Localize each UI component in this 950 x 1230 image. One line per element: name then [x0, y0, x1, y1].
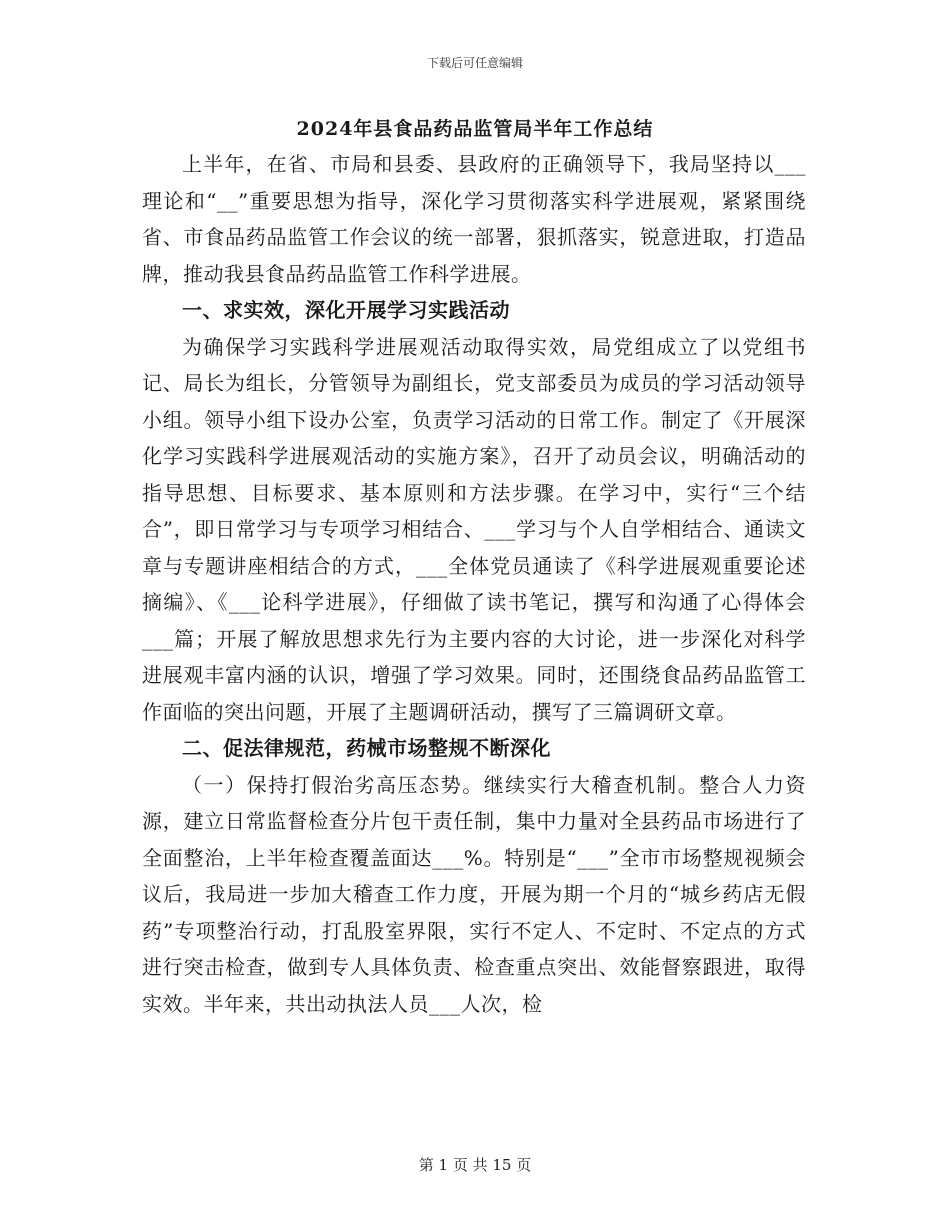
header-note: 下载后可任意编辑	[426, 56, 523, 70]
section-1-heading: 一、求实效，深化开展学习实践活动	[182, 298, 510, 322]
page-number: 第 1 页 共 15 页	[418, 1156, 532, 1174]
document-title: 2024年县食品药品监管局半年工作总结	[296, 118, 654, 140]
section-2-heading: 二、促法律规范，药械市场整规不断深化	[182, 736, 551, 760]
section-2-paragraph: （一）保持打假治劣高压态势。继续实行大稽查机制。整合人力资源，建立日常监督检查分片包干责任制，集中力量对全县药品市场进行了全面整治，上半年检查覆盖面达___%。特别是“___”全市市场整规视频会议后，我局进一步加大稽查工作力度，开展为期一个月的“城乡药店无假药”专项整治行动，打乱股室界限，实行不定人、不定时、不定点的方式进行突击检查，做到专人具体负责、检查重点突出、效能督察跟进，取得实效。半年来，共出动执法人员___人次，检	[142, 772, 806, 1016]
intro-paragraph: 上半年，在省、市局和县委、县政府的正确领导下，我局坚持以___理论和“__”重要思想为指导，深化学习贯彻落实科学进展观，紧紧围绕省、市食品药品监管工作会议的统一部署，狠抓落实，锐意进取，打造品牌，推动我县食品药品监管工作科学进展。	[142, 152, 806, 286]
section-1-paragraph: 为确保学习实践科学进展观活动取得实效，局党组成立了以党组书记、局长为组长，分管领导为副组长，党支部委员为成员的学习活动领导小组。领导小组下设办公室，负责学习活动的日常工作。制定了《开展深化学习实践科学进展观活动的实施方案》，召开了动员会议，明确活动的指导思想、目标要求、基本原则和方法步骤。在学习中，实行“三个结合”，即日常学习与专项学习相结合、___学习与个人自学相结合、通读文章与专题讲座相结合的方式，___全体党员通读了《科学进展观重要论述摘编》、《___论科学进展》，仔细做了读书笔记，撰写和沟通了心得体会___篇；开展了解放思想求先行为主要内容的大讨论，进一步深化对科学进展观丰富内涵的认识，增强了学习效果。同时，还围绕食品药品监管工作面临的突出问题，开展了主题调研活动，撰写了三篇调研文章。	[142, 334, 806, 724]
document-body	[142, 146, 806, 1022]
